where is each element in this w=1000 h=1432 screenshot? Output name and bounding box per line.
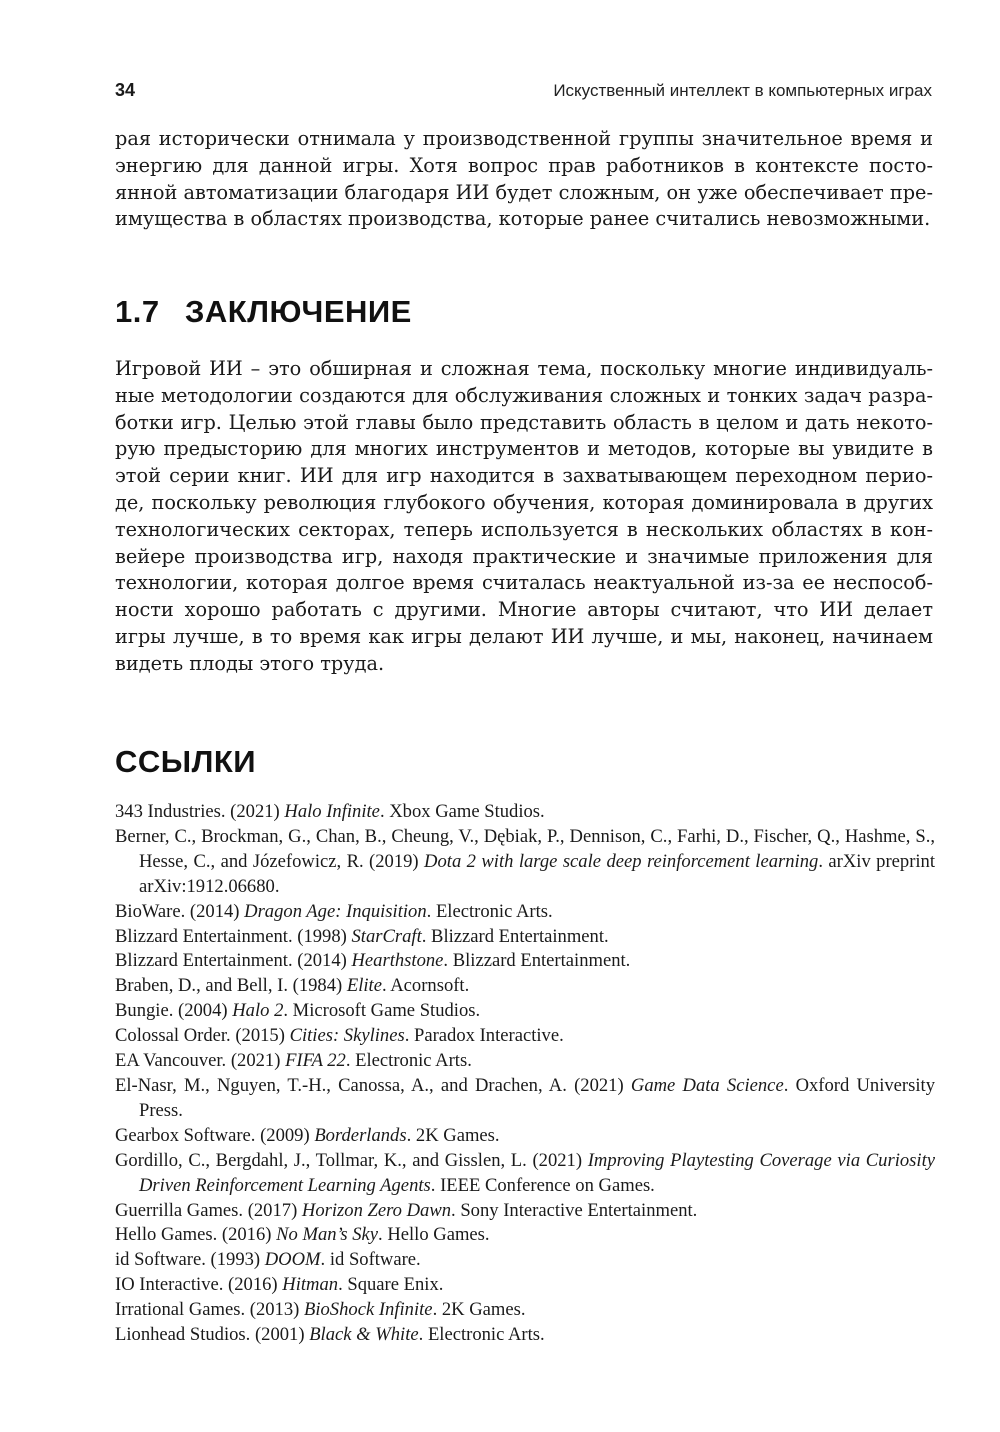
references-list — [115, 800, 935, 1348]
page-header — [115, 80, 932, 104]
reference-title: BioShock Infinite — [303, 1299, 433, 1321]
reference-title: Halo 2 — [232, 1000, 284, 1022]
reference-item — [115, 974, 935, 999]
reference-authors: Irrational Games. (2013) — [115, 1299, 304, 1321]
reference-authors: Gordillo, C., Bergdahl, J., Tollmar, K., and Gisslen, L. (2021) — [115, 1149, 588, 1171]
reference-publisher: . Blizzard Entertainment. — [443, 950, 631, 972]
reference-authors: Braben, D., and Bell, I. (1984) — [115, 975, 347, 997]
intro-paragraph: рая исторически отнимала у производственной группы значительное время и энергию для данной игры. Хотя вопрос прав работников в контексте постоянной автоматизации благодаря ИИ будет сложным, он уже обеспечивает преимущества в областях производства, которые ранее считались невозможными. — [115, 127, 933, 231]
reference-item — [115, 825, 935, 900]
reference-item — [115, 1124, 935, 1149]
section-heading — [115, 294, 412, 330]
reference-publisher: . IEEE Conference on Games. — [430, 1174, 655, 1196]
reference-item — [115, 1248, 935, 1273]
reference-item — [115, 900, 935, 925]
reference-authors: Gearbox Software. (2009) — [115, 1124, 315, 1146]
reference-title: Hearthstone — [351, 950, 444, 972]
reference-publisher: . Hello Games. — [378, 1224, 490, 1246]
reference-title: Dota 2 with large scale deep reinforcement learning — [424, 850, 819, 872]
reference-item — [115, 949, 935, 974]
reference-authors: Bungie. (2004) — [115, 1000, 233, 1022]
reference-authors: Blizzard Entertainment. (2014) — [115, 950, 352, 972]
reference-title: Improving Playtesting Coverage via Curiosity Driven Reinforcement Learning Agents — [139, 1149, 935, 1196]
reference-item — [115, 925, 935, 950]
reference-authors: EA Vancouver. (2021) — [115, 1050, 286, 1072]
section-title: ЗАКЛЮЧЕНИЕ — [185, 294, 412, 329]
references-heading: ССЫЛКИ — [115, 744, 257, 779]
reference-publisher: . Oxford University Press. — [139, 1074, 935, 1121]
reference-title: Borderlands — [314, 1124, 407, 1146]
reference-item — [115, 1298, 935, 1323]
reference-item — [115, 1024, 935, 1049]
reference-authors: id Software. (1993) — [115, 1249, 265, 1271]
reference-publisher: . 2K Games. — [432, 1299, 526, 1321]
reference-title: Cities: Skylines — [289, 1025, 405, 1047]
reference-authors: Guerrilla Games. (2017) — [115, 1199, 302, 1221]
reference-item — [115, 1323, 935, 1348]
reference-authors: Lionhead Studios. (2001) — [115, 1324, 310, 1346]
reference-title: No Man’s Sky — [276, 1224, 379, 1246]
running-title: Искуственный интеллект в компьютерных играх — [553, 81, 932, 100]
reference-title: Black & White — [309, 1324, 419, 1346]
reference-item — [115, 999, 935, 1024]
reference-title: FIFA 22 — [285, 1050, 346, 1072]
reference-publisher: . Microsoft Game Studios. — [283, 1000, 481, 1022]
reference-authors: Blizzard Entertainment. (1998) — [115, 925, 352, 947]
reference-publisher: . 2K Games. — [406, 1124, 500, 1146]
reference-publisher: . id Software. — [320, 1249, 421, 1271]
reference-item — [115, 1223, 935, 1248]
reference-publisher: . Xbox Game Studios. — [379, 801, 545, 822]
reference-title: Hitman — [282, 1274, 339, 1296]
section-number: 1.7 — [115, 294, 160, 329]
reference-item — [115, 1199, 935, 1224]
reference-publisher: . Electronic Arts. — [426, 900, 553, 922]
reference-title: DOOM — [264, 1249, 321, 1271]
reference-item — [115, 1273, 935, 1298]
reference-item — [115, 1149, 935, 1199]
reference-title: Elite — [346, 975, 382, 997]
reference-title: Game Data Science — [630, 1074, 784, 1096]
reference-authors: 343 Industries. (2021) — [115, 801, 285, 822]
reference-publisher: . Electronic Arts. — [345, 1050, 472, 1072]
reference-authors: Berner, C., Brockman, G., Chan, B., Cheung, V., Dębiak, P., Dennison, C., Farhi, D., Fischer, Q., Hashme, S., Hesse, C., and Józefowicz, R. (2019) — [115, 825, 935, 872]
reference-publisher: . arXiv preprint arXiv:1912.06680. — [139, 850, 936, 897]
reference-authors: IO Interactive. (2016) — [115, 1274, 283, 1296]
conclusion-paragraph: Игровой ИИ – это обширная и сложная тема, поскольку многие индивидуальные методологии создаются для обслуживания сложных и тонких задач разработки игр. Целью этой главы было представить область в целом и дать некоторую предысторию для многих инструментов и методов, которые вы увидите в этой серии книг. ИИ для игр находится в захватывающем переходном периоде, поскольку революция глубокого обучения, которая доминировала в других технологических секторах, теперь используется в нескольких областях в конвейере производства игр, находя практические и значимые приложения для технологии, которая долгое время считалась неактуальной из-за ее неспособности хорошо работать с другими. Многие авторы считают, что ИИ делает игры лучше, в то время как игры делают ИИ лучше, и мы, наконец, начинаем видеть плоды этого труда. — [115, 357, 933, 675]
reference-title: Dragon Age: Inquisition — [244, 900, 427, 922]
reference-title: StarCraft — [351, 925, 422, 947]
reference-authors: El-Nasr, M., Nguyen, T.-H., Canossa, A., and Drachen, A. (2021) — [115, 1074, 631, 1096]
reference-item — [115, 800, 935, 825]
reference-publisher: . Acornsoft. — [381, 975, 470, 997]
reference-publisher: . Paradox Interactive. — [404, 1025, 564, 1047]
reference-publisher: . Square Enix. — [338, 1274, 444, 1296]
reference-authors: Colossal Order. (2015) — [115, 1025, 290, 1047]
reference-item — [115, 1049, 935, 1074]
reference-publisher: . Blizzard Entertainment. — [421, 925, 609, 947]
reference-title: Halo Infinite — [284, 801, 380, 822]
page-number: 34 — [115, 80, 136, 100]
reference-title: Horizon Zero Dawn — [301, 1199, 452, 1221]
reference-publisher: . Electronic Arts. — [418, 1324, 545, 1346]
reference-publisher: . Sony Interactive Entertainment. — [451, 1199, 698, 1221]
reference-item — [115, 1074, 935, 1124]
reference-authors: BioWare. (2014) — [115, 900, 245, 922]
reference-authors: Hello Games. (2016) — [115, 1224, 277, 1246]
